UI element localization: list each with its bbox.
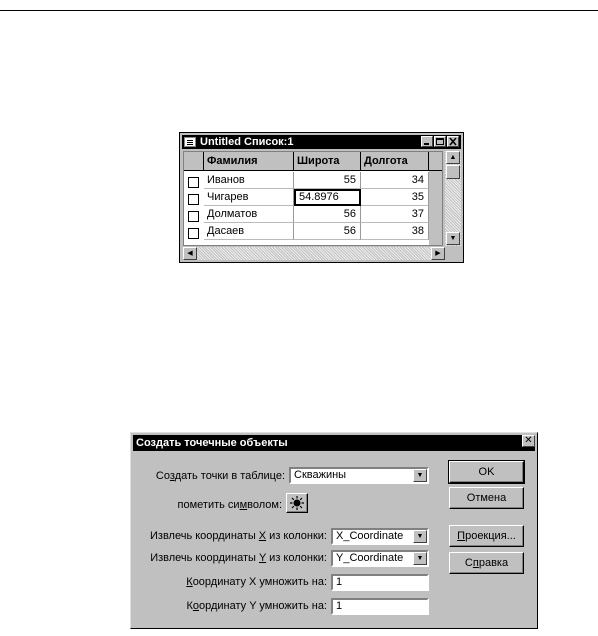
label-part: роекция... xyxy=(465,530,516,542)
label-part: пометить си xyxy=(177,499,240,511)
table-label xyxy=(156,470,285,482)
horizontal-scrollbar[interactable] xyxy=(183,247,445,260)
sun-symbol-icon xyxy=(287,494,307,512)
label-part: Извлечь координаты xyxy=(150,530,259,542)
longitude-cell[interactable]: 37 xyxy=(361,206,429,223)
header-filler xyxy=(429,152,443,171)
page-rule xyxy=(0,10,598,11)
browser-title: Untitled Список:1 xyxy=(200,136,294,148)
column-header-latitude[interactable]: Широта xyxy=(294,152,361,171)
y-column-select[interactable] xyxy=(331,550,429,567)
latitude-cell[interactable]: 56 xyxy=(294,223,361,240)
chevron-down-icon: ▼ xyxy=(416,533,424,540)
scroll-right-button[interactable] xyxy=(431,247,445,260)
triangle-up-icon: ▲ xyxy=(449,154,457,161)
label-part: волом: xyxy=(247,499,282,511)
dialog-title: Создать точечные объекты xyxy=(136,437,288,449)
cancel-button[interactable]: Отмена xyxy=(449,487,524,509)
surname-cell[interactable]: Долматов xyxy=(204,206,294,223)
y-column-value: Y_Coordinate xyxy=(336,552,404,564)
browser-titlebar[interactable] xyxy=(182,135,461,149)
label-accel: м xyxy=(239,499,248,511)
label-part: Со xyxy=(155,470,170,482)
triangle-down-icon: ▼ xyxy=(449,235,457,242)
label-part: К xyxy=(186,600,193,612)
label-part: из колонки: xyxy=(266,552,327,564)
create-points-dialog xyxy=(130,432,538,629)
latitude-cell[interactable]: 56 xyxy=(294,206,361,223)
y-column-dropdown-button[interactable] xyxy=(413,552,427,565)
label-accel: X xyxy=(258,530,267,542)
table-dropdown-button[interactable] xyxy=(413,469,427,482)
select-column-header xyxy=(184,152,204,171)
ok-button[interactable]: OK xyxy=(449,461,524,483)
longitude-cell[interactable]: 38 xyxy=(361,223,429,240)
row-select-checkbox[interactable] xyxy=(188,177,199,188)
triangle-left-icon: ◀ xyxy=(187,250,193,257)
label-accel: П xyxy=(457,530,466,542)
chevron-down-icon: ▼ xyxy=(416,555,424,562)
minimize-icon xyxy=(422,137,432,146)
scroll-left-button[interactable] xyxy=(183,247,197,260)
dialog-close-button[interactable] xyxy=(522,435,535,447)
x-multiplier-input[interactable]: 1 xyxy=(331,574,429,591)
browser-window-icon xyxy=(184,137,196,147)
projection-button[interactable] xyxy=(449,525,524,547)
label-accel: з xyxy=(169,470,175,482)
close-icon xyxy=(448,137,458,146)
column-header-longitude[interactable]: Долгота xyxy=(361,152,429,171)
column-header-surname[interactable]: Фамилия xyxy=(204,152,294,171)
surname-cell[interactable]: Дасаев xyxy=(204,223,294,240)
browser-grid xyxy=(183,151,443,246)
vertical-scroll-thumb[interactable] xyxy=(446,165,460,179)
label-accel: п xyxy=(472,557,479,569)
latitude-edit-cell[interactable]: 54.8976 xyxy=(294,189,361,206)
close-icon: ✕ xyxy=(524,435,533,446)
row-select-checkbox[interactable] xyxy=(188,194,199,205)
maximize-icon xyxy=(435,137,445,146)
table-select-value: Скважины xyxy=(294,469,347,481)
minimize-button[interactable] xyxy=(421,136,433,147)
label-accel: Y xyxy=(258,552,267,564)
label-accel: К xyxy=(186,576,193,588)
grid-filler xyxy=(429,171,443,246)
label-part: дать точки в таблице: xyxy=(174,470,285,482)
label-part: равка xyxy=(478,557,509,569)
y-column-label xyxy=(150,552,327,564)
longitude-cell[interactable]: 35 xyxy=(361,189,429,206)
surname-cell[interactable]: Иванов xyxy=(204,172,294,189)
chevron-down-icon: ▼ xyxy=(416,472,424,479)
browser-window xyxy=(179,132,464,263)
maximize-button[interactable] xyxy=(434,136,446,147)
table-select[interactable] xyxy=(289,467,429,484)
longitude-cell[interactable]: 34 xyxy=(361,172,429,189)
symbol-label xyxy=(178,499,282,511)
row-select-checkbox[interactable] xyxy=(188,228,199,239)
scroll-down-button[interactable] xyxy=(446,232,460,245)
triangle-right-icon: ▶ xyxy=(435,250,441,257)
x-column-select[interactable] xyxy=(331,528,429,545)
x-column-value: X_Coordinate xyxy=(336,530,404,542)
x-column-label xyxy=(150,530,327,542)
row-select-checkbox[interactable] xyxy=(188,211,199,222)
label-part: Извлечь координаты xyxy=(150,552,259,564)
help-button[interactable] xyxy=(449,552,524,574)
label-part: ординату Y умножить на: xyxy=(199,600,327,612)
y-multiplier-label xyxy=(186,600,327,612)
scroll-up-button[interactable] xyxy=(446,151,460,164)
x-multiplier-label xyxy=(186,576,327,588)
dialog-titlebar[interactable] xyxy=(133,435,535,451)
latitude-cell[interactable]: 55 xyxy=(294,172,361,189)
x-column-dropdown-button[interactable] xyxy=(413,530,427,543)
label-part: из колонки: xyxy=(266,530,327,542)
label-part: оординату X умножить на: xyxy=(192,576,327,588)
vertical-scrollbar[interactable] xyxy=(445,151,461,246)
y-multiplier-input[interactable]: 1 xyxy=(331,598,429,615)
surname-cell[interactable]: Чигарев xyxy=(204,189,294,206)
symbol-style-button[interactable] xyxy=(286,493,308,513)
close-button[interactable] xyxy=(447,136,459,147)
label-part: С xyxy=(464,557,473,569)
label-accel: о xyxy=(192,600,199,612)
